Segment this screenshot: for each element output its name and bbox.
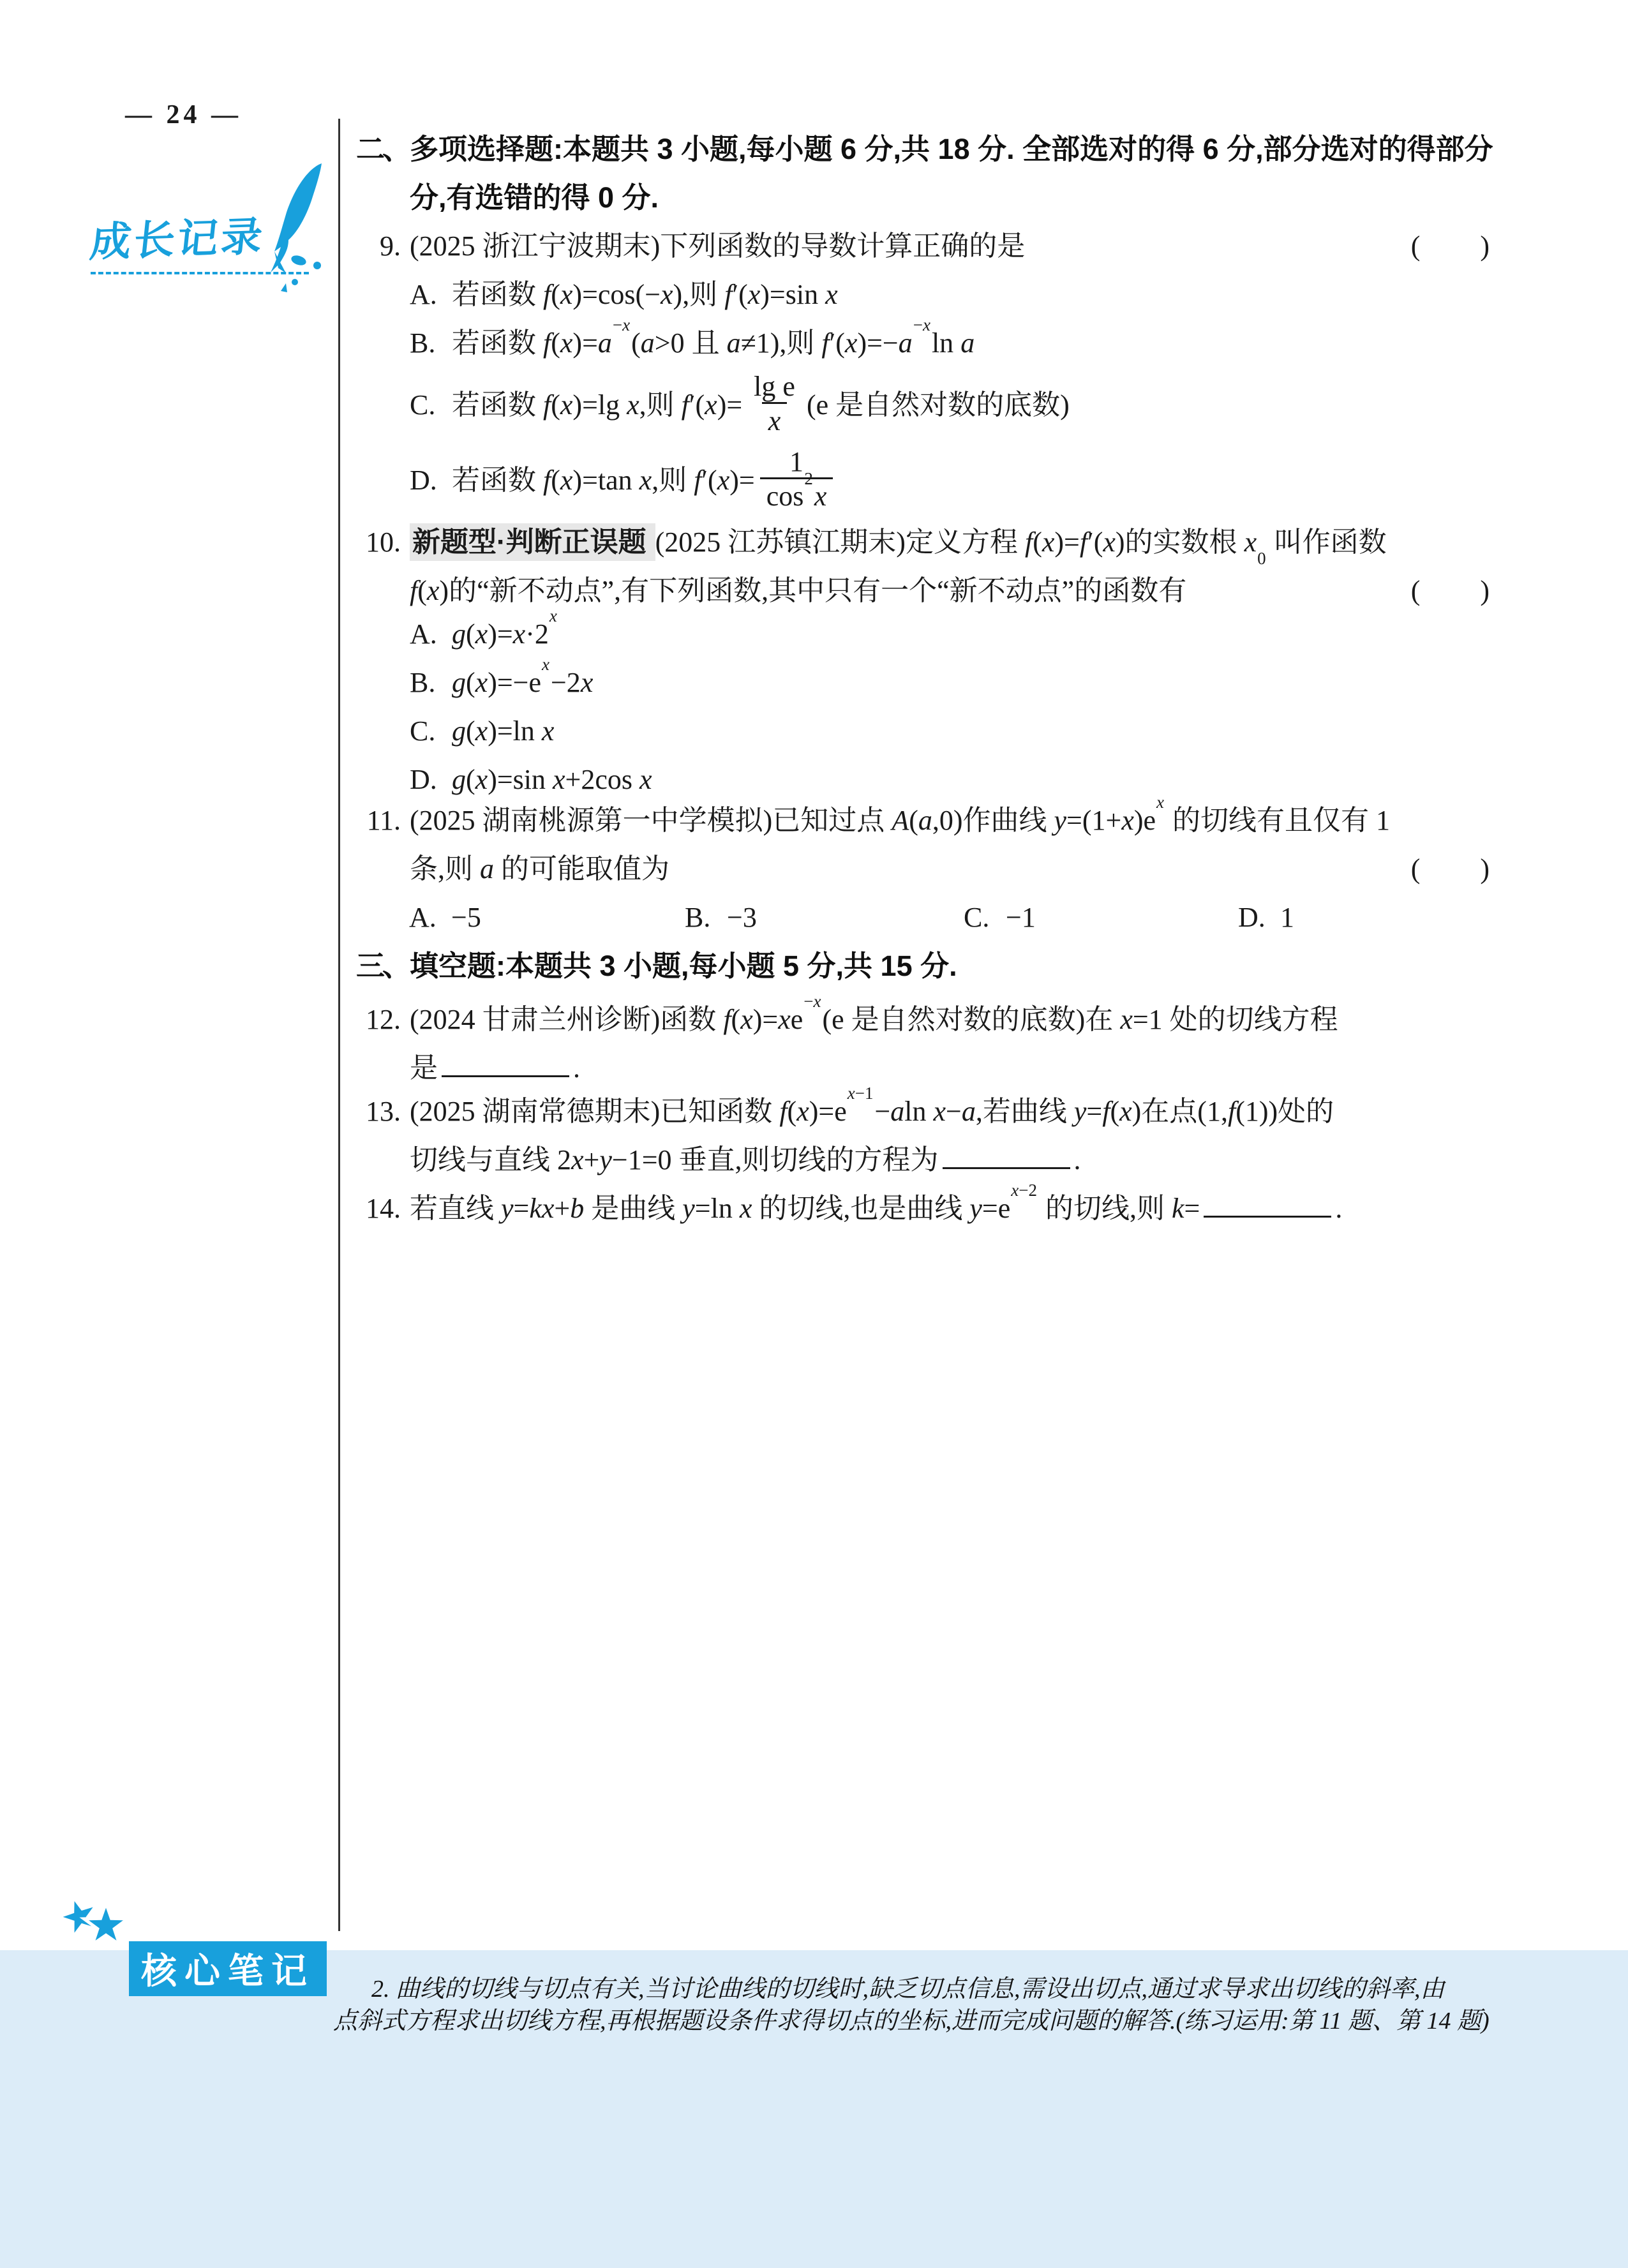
question-11-options — [356, 893, 1493, 942]
question-13 — [356, 1084, 1493, 1184]
question-10 — [356, 518, 1493, 804]
question-11-option-b: B. −3 — [685, 902, 757, 933]
exercise-content — [356, 125, 1493, 1233]
core-notes-badge: 核心笔记 — [129, 1941, 327, 1996]
growth-record-logo: 成长记录 — [87, 214, 267, 265]
question-12-stem: (2024 甘肃兰州诊断)函数 $f(x)=xe^{-x}(e$ 是自然对数的底数)在 x=1 处的切线方程 是 . — [410, 992, 1338, 1084]
page-number: — 24 — — [125, 100, 242, 130]
question-12-number: 12. — [366, 1004, 401, 1035]
answer-bracket: ( ) — [1410, 575, 1491, 606]
question-9 — [356, 222, 1493, 518]
question-9-option-d: D. 若函数 f(x)=tan x,则 f′(x)= $\frac{1}{\cos^2x}$ — [410, 443, 1493, 518]
question-11-option-d: D. 1 — [1238, 902, 1294, 933]
core-notes-text: 2. 曲线的切线与切点有关,当讨论曲线的切线时,缺乏切点信息,需设出切点,通过求导求出切线的斜率,由 点斜式方程求出切线方程,再根据题设条件求得切点的坐标,进而完成问题的解答.(练习运用:第 11 题、第 14 题) — [333, 1976, 1490, 2034]
question-10-option-a: A. $g(x)=x\cdot 2^x$ — [410, 606, 557, 650]
answer-bracket: ( ) — [1410, 853, 1491, 884]
question-11 — [356, 793, 1493, 942]
question-10-option-b: B. $g(x)=-e^x-2x$ — [410, 655, 594, 698]
question-14-number: 14. — [366, 1193, 401, 1224]
section-three-label: 三、 — [356, 950, 409, 982]
question-14 — [356, 1181, 1493, 1233]
vertical-divider-rule — [338, 119, 340, 1931]
section-three-heading — [356, 942, 1493, 990]
section-two-heading-text: 多项选择题:本题共 3 小题,每小题 6 分,共 18 分. 全部选对的得 6 分,部分选对的得部分 分,有选错的得 0 分. — [410, 133, 1493, 214]
question-13-number: 13. — [366, 1096, 401, 1127]
question-13-stem: (2025 湖南常德期末)已知函数 $f(x)=e^{x-1}-aln$ x−a,若曲线 y=f(x)在点(1,f(1))处的 切线与直线 2x+y−1=0 垂直,则切线的方程为 . — [410, 1084, 1334, 1175]
question-10-number: 10. — [366, 526, 401, 558]
question-12 — [356, 992, 1493, 1093]
quill-pen-icon — [241, 160, 327, 303]
section-three-heading-text: 填空题:本题共 3 小题,每小题 5 分,共 15 分. — [410, 950, 957, 982]
question-11-option-a: A. −5 — [409, 902, 481, 933]
question-9-number: 9. — [380, 230, 401, 262]
question-11-number: 11. — [366, 805, 401, 836]
question-9-option-b: B. 若函数 $f(x)=a^{-x}(a>0$ 且 a≠1),则 $f'(x)=-a^{-x}\ln$ a — [410, 315, 975, 359]
question-10-option-c: C. g(x)=ln x — [410, 715, 555, 747]
question-9-option-a: A. 若函数 f(x)=cos(−x),则 f′(x)=sin x — [410, 279, 838, 310]
question-9-stem: (2025 浙江宁波期末)下列函数的导数计算正确的是 ( ) — [410, 222, 1493, 271]
question-11-option-c: C. −1 — [964, 902, 1036, 933]
double-star-icon — [63, 1899, 134, 1952]
section-two-label: 二、 — [356, 133, 409, 165]
question-14-stem: 若直线 y=kx+b 是曲线 y=ln x 的切线,也是曲线 $y=e^{x-2}$ 的切线,则 k= . — [410, 1181, 1343, 1224]
question-9-option-c: C. 若函数 f(x)=lg x,则 f′(x)= $\frac{\text{lg e}}{x}$ (e 是自然对数的底数) — [410, 371, 1070, 437]
section-two-heading — [356, 125, 1493, 222]
answer-bracket: ( ) — [1410, 230, 1491, 262]
question-10-option-d: D. g(x)=sin x+2cos x — [410, 764, 652, 795]
question-11-stem: (2025 湖南桃源第一中学模拟)已知过点 A(a,0)作曲线 $y=(1+x)e^x$ 的切线有且仅有 1 条,则 a 的可能取值为 ( ) — [410, 796, 1493, 893]
question-10-stem: 新题型·判断正误题 (2025 江苏镇江期末)定义方程 f(x)=f′(x)的实数根 $x_0$ 叫作函数 f(x)的“新不动点”,有下列函数,其中只有一个“新不动点”的函数有 ( ) — [410, 518, 1493, 615]
